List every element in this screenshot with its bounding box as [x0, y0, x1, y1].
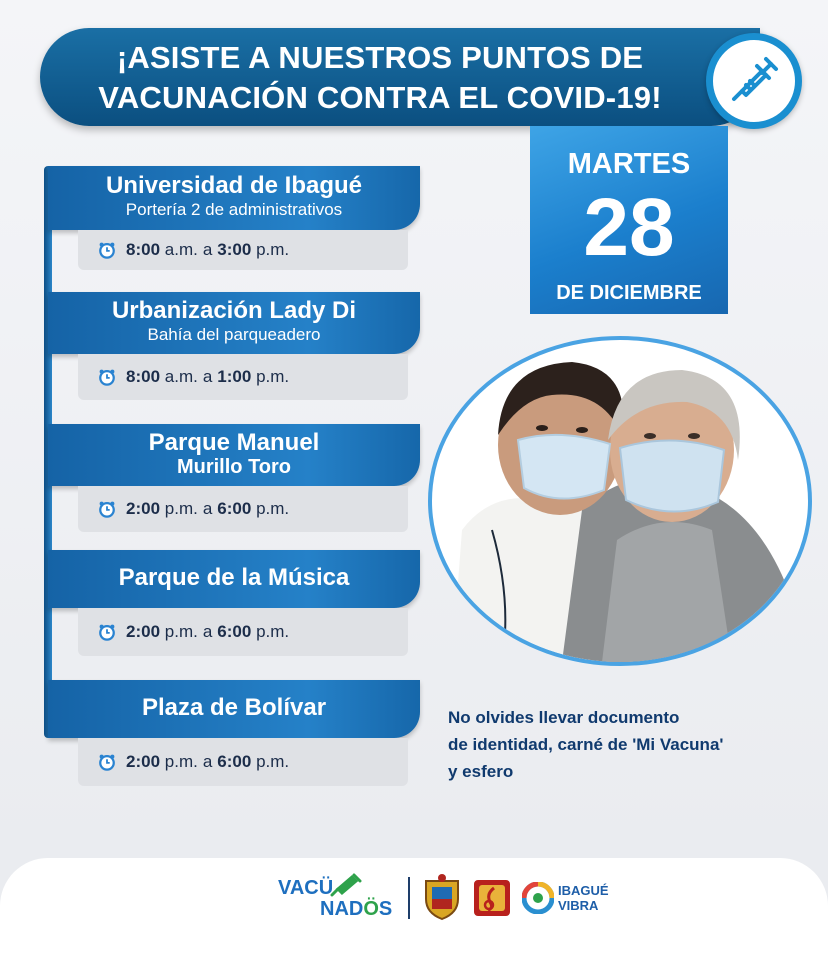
location-time — [78, 354, 408, 400]
time-end-suffix: p.m. — [256, 367, 290, 386]
time-separator: a — [202, 752, 213, 771]
note-line3: y esfero — [448, 762, 514, 781]
time-start-suffix: a.m. — [164, 240, 198, 259]
location-time — [78, 608, 408, 656]
location-name: Parque de la Música — [118, 564, 350, 591]
time-end: 6:00 — [217, 622, 252, 641]
location-name: Urbanización Lady Di — [111, 297, 357, 324]
date-day: 28 — [583, 182, 675, 273]
date-month: DE DICIEMBRE — [556, 282, 702, 304]
time-start: 2:00 — [126, 622, 161, 641]
clock-icon — [98, 623, 116, 641]
time-end: 6:00 — [217, 499, 252, 518]
time-start: 8:00 — [126, 240, 161, 259]
time-start-suffix: p.m. — [164, 752, 198, 771]
music-capital-logo — [472, 878, 512, 918]
time-start-suffix: a.m. — [164, 367, 198, 386]
note-line1: No olvides llevar documento — [448, 708, 680, 727]
header-banner — [40, 28, 760, 126]
time-start: 8:00 — [126, 367, 161, 386]
ibague-vibra-text: IBAGUÉ VIBRA — [558, 883, 609, 913]
time-start-suffix: p.m. — [164, 622, 198, 641]
header-title-line1: ¡ASISTE A NUESTROS PUNTOS DE — [116, 40, 644, 75]
syringe-icon — [328, 873, 362, 899]
time-start: 2:00 — [126, 752, 161, 771]
location-time — [78, 738, 408, 786]
location-header — [48, 424, 420, 486]
photo-masked-people — [428, 336, 812, 666]
reminder-note — [448, 704, 788, 785]
time-end: 3:00 — [217, 240, 252, 259]
note-line2: de identidad, carné de 'Mi Vacuna' — [448, 735, 724, 754]
time-start-suffix: p.m. — [164, 499, 198, 518]
footer-divider — [408, 877, 410, 919]
location-header — [48, 680, 420, 738]
location-time — [78, 230, 408, 270]
time-end: 6:00 — [217, 752, 252, 771]
time-start: 2:00 — [126, 499, 161, 518]
location-name-line2: Murillo Toro — [176, 456, 292, 478]
location-time — [78, 486, 408, 532]
ibague-shield-logo — [420, 873, 464, 923]
time-separator: a — [202, 499, 213, 518]
location-name: Universidad de Ibagué — [105, 172, 363, 199]
location-name: Plaza de Bolívar — [141, 694, 327, 721]
time-separator: a — [202, 367, 213, 386]
location-header — [48, 166, 420, 230]
header-title-line2: VACUNACIÓN CONTRA EL COVID-19! — [98, 80, 662, 115]
location-subtitle: Portería 2 de administrativos — [125, 200, 343, 219]
date-weekday: MARTES — [567, 148, 691, 180]
clock-icon — [98, 241, 116, 259]
location-subtitle: Bahía del parqueadero — [147, 325, 321, 344]
time-separator: a — [202, 240, 213, 259]
time-separator: a — [202, 622, 213, 641]
clock-icon — [98, 753, 116, 771]
vacunados-line2: NADÖS — [320, 898, 393, 920]
time-end-suffix: p.m. — [256, 499, 290, 518]
time-end-suffix: p.m. — [256, 240, 290, 259]
footer-logos — [270, 870, 609, 926]
date-box — [530, 126, 728, 314]
photo-illustration — [432, 340, 808, 662]
ibague-vibra-icon — [522, 882, 554, 914]
time-end-suffix: p.m. — [256, 622, 290, 641]
vacunados-line1: VACÜ — [278, 877, 334, 899]
clock-icon — [98, 368, 116, 386]
location-header — [48, 292, 420, 354]
time-end-suffix: p.m. — [256, 752, 290, 771]
location-name: Parque Manuel — [148, 429, 320, 456]
time-end: 1:00 — [217, 367, 252, 386]
syringe-icon — [706, 33, 802, 129]
clock-icon — [98, 500, 116, 518]
vacunados-logo — [270, 873, 396, 923]
location-header — [48, 550, 420, 608]
